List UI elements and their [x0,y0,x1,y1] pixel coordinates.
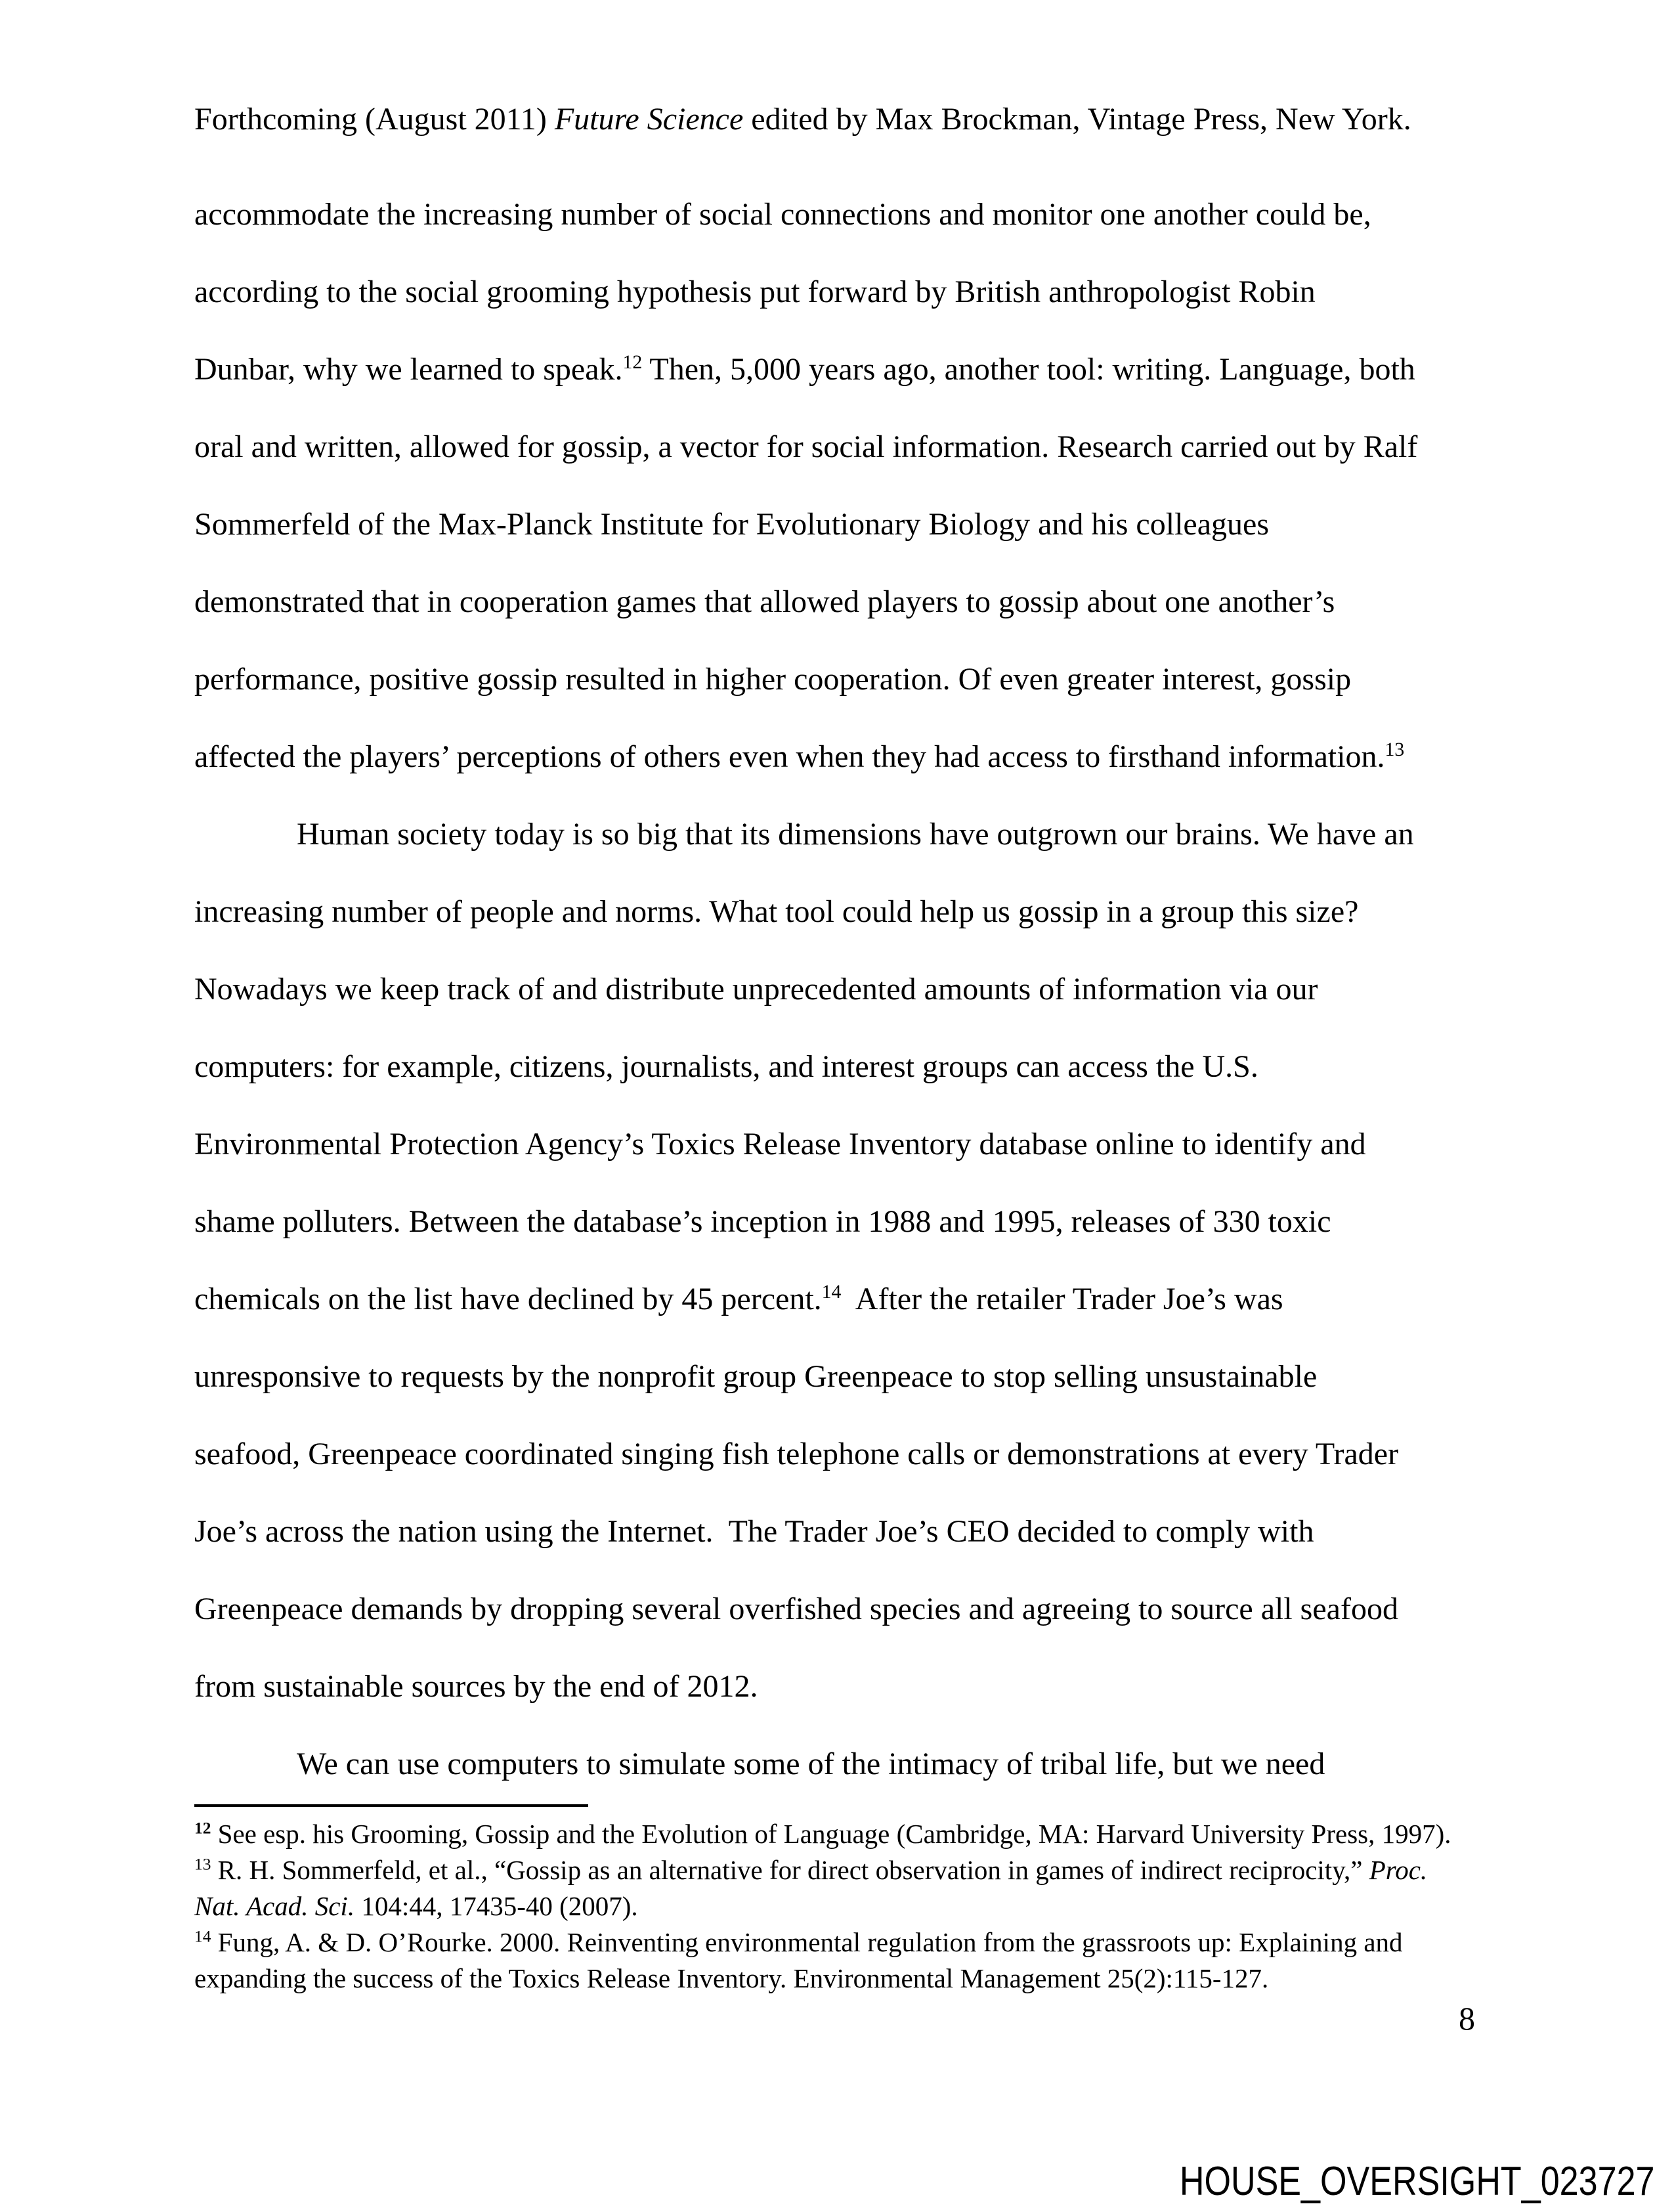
footnote-ref: 12 [622,351,643,373]
footnote-line [194,1924,1645,1961]
text-segment: Nowadays we keep track of and distribute unprecedented amounts of information via our [194,972,1318,1007]
text-segment: Forthcoming (August 2011) [194,102,555,137]
body-line [194,1493,1639,1571]
text-segment: Greenpeace demands by dropping several overfished species and agreeing to source all seafood [194,1592,1398,1626]
text-segment: Human society today is so big that its dimensions have outgrown our brains. We have an [297,817,1414,852]
footnotes [194,1816,1645,1997]
footnote-line [194,1961,1645,1997]
body-line [194,718,1639,796]
text-segment: oral and written, allowed for gossip, a vector for social information. Research carried out by Ralf [194,429,1418,464]
body-line [194,563,1639,641]
text-segment: We can use computers to simulate some of the intimacy of tribal life, but we need [297,1746,1325,1781]
body-line [194,796,1639,873]
bates-stamp: HOUSE_OVERSIGHT_023727 [1179,2159,1654,2204]
footnote-line [194,1852,1645,1888]
page-number: 8 [1459,2000,1475,2037]
body-text [194,176,1639,1803]
footnote-line [194,1816,1645,1852]
running-header [194,100,1507,139]
body-line [194,176,1639,253]
body-line [194,1183,1639,1261]
text-segment: Nat. Acad. Sci. [194,1891,355,1921]
body-line [194,1725,1639,1803]
footnote-ref: 14 [821,1281,842,1303]
body-line [194,1416,1639,1493]
body-line [194,408,1639,486]
text-segment: shame polluters. Between the database’s inception in 1988 and 1995, releases of 330 toxic [194,1204,1331,1239]
footnote-ref: 13 [194,1855,211,1874]
body-line [194,331,1639,408]
text-segment: according to the social grooming hypothesis put forward by British anthropologist Robin [194,274,1316,309]
body-line [194,253,1639,331]
text-segment: Joe’s across the nation using the Internet. The Trader Joe’s CEO decided to comply with [194,1514,1314,1549]
text-segment: Dunbar, why we learned to speak. [194,352,623,387]
footnote-ref: 14 [194,1927,211,1946]
text-segment: edited by Max Brockman, Vintage Press, New York. [743,102,1411,137]
text-segment: Proc. [1369,1855,1428,1885]
footnote-line [194,1888,1645,1924]
body-line [194,486,1639,563]
footnote-ref: 12 [194,1819,211,1838]
text-segment: See esp. his Grooming, Gossip and the Evolution of Language (Cambridge, MA: Harvard University Press, 1997). [211,1819,1451,1849]
text-segment: accommodate the increasing number of social connections and monitor one another could be, [194,197,1371,232]
body-line [194,1261,1639,1338]
text-segment: Sommerfeld of the Max-Planck Institute for Evolutionary Biology and his colleagues [194,507,1269,542]
text-segment: affected the players’ perceptions of others even when they had access to firsthand information. [194,739,1385,774]
text-segment: demonstrated that in cooperation games that allowed players to gossip about one another’s [194,584,1335,619]
text-segment: Then, 5,000 years ago, another tool: writing. Language, both [642,352,1415,387]
text-segment: Environmental Protection Agency’s Toxics Release Inventory database online to identify and [194,1127,1366,1161]
body-line [194,1648,1639,1725]
text-segment: Future Science [554,102,744,137]
body-line [194,1338,1639,1416]
text-segment: After the retailer Trader Joe’s was [841,1282,1283,1316]
text-segment: Fung, A. & D. O’Rourke. 2000. Reinventing environmental regulation from the grassroots up: Explaining and [211,1927,1403,1957]
text-segment: R. H. Sommerfeld, et al., “Gossip as an alternative for direct observation in games of indirect reciprocity,” [211,1855,1369,1885]
text-segment: performance, positive gossip resulted in higher cooperation. Of even greater interest, gossip [194,662,1352,697]
body-line [194,1106,1639,1183]
text-segment: seafood, Greenpeace coordinated singing fish telephone calls or demonstrations at every Trader [194,1437,1399,1471]
text-segment: unresponsive to requests by the nonprofit group Greenpeace to stop selling unsustainable [194,1359,1318,1394]
footnote-separator [194,1804,588,1807]
footnote-ref: 13 [1384,739,1405,760]
text-segment: from sustainable sources by the end of 2012. [194,1669,758,1704]
body-line [194,641,1639,718]
text-segment: chemicals on the list have declined by 45 percent. [194,1282,822,1316]
body-line [194,1571,1639,1648]
text-segment: 104:44, 17435-40 (2007). [354,1891,638,1921]
body-line [194,951,1639,1028]
text-segment: increasing number of people and norms. What tool could help us gossip in a group this size? [194,894,1359,929]
text-segment: expanding the success of the Toxics Release Inventory. Environmental Management 25(2):115-127. [194,1963,1269,1993]
text-segment: computers: for example, citizens, journalists, and interest groups can access the U.S. [194,1049,1258,1084]
body-line [194,873,1639,951]
body-line [194,1028,1639,1106]
